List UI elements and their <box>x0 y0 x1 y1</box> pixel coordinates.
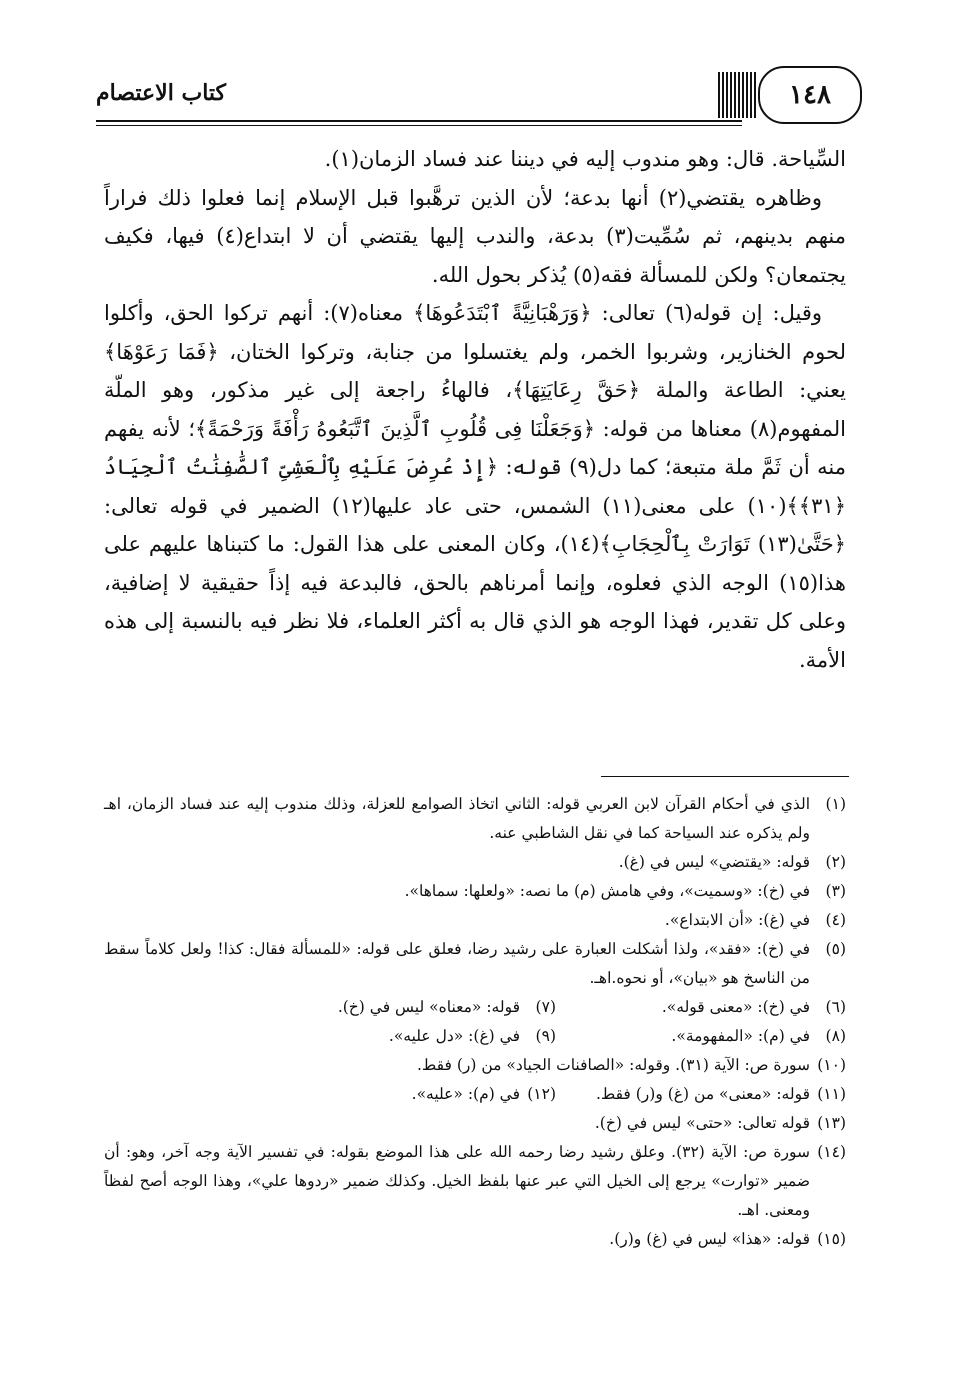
footnote-3 <box>104 877 846 906</box>
footnote-6 <box>556 993 846 1022</box>
footnote-text: الذي في أحكام القرآن لابن العربي قوله: الثاني اتخاذ الصوامع للعزلة، وذلك مندوب إليه عند فساد الزمان، اهـ ولم يذكره عند السياحة كما في نقل الشاطبي عنه. <box>104 795 810 842</box>
footnote-12 <box>412 1080 556 1109</box>
footnote-text: في (غ): «أن الابتداع». <box>664 911 810 929</box>
footnote-14 <box>104 1138 846 1225</box>
footnote-text: قوله تعالى: «حتى» ليس في (خ). <box>594 1114 810 1132</box>
page-header <box>96 62 862 126</box>
footnotes <box>104 790 846 1254</box>
footnote-number: (٢) <box>825 853 846 871</box>
main-text <box>104 140 846 679</box>
footnote-text: قوله: «معنى» من (غ) و(ر) فقط. <box>595 1085 810 1103</box>
footnote-number: (٣) <box>825 882 846 900</box>
footnote-8 <box>556 1022 846 1051</box>
footnote-number: (١٣) <box>817 1114 846 1132</box>
footnote-text: في (غ): «دل عليه». <box>388 1027 520 1045</box>
footnote-number: (١٠) <box>817 1056 846 1074</box>
footnote-number: (٧) <box>535 998 556 1016</box>
footnote-number: (١٥) <box>817 1230 846 1248</box>
footnote-text: قوله: «معناه» ليس في (خ). <box>337 998 520 1016</box>
footnote-number: (٦) <box>825 998 846 1016</box>
footnote-text: في (م): «المفهومة». <box>671 1027 810 1045</box>
footnote-11 <box>556 1080 846 1109</box>
paragraph-3: وقيل: إن قوله(٦) تعالى: ﴿وَرَهْبَانِيَّةً ٱبْتَدَعُوهَا﴾ معناه(٧): أنهم تركوا الحق، وأكلوا لحوم الخنازير، وشربوا الخمر، ولم يغتسلوا من جنابة، وتركوا الختان، ﴿فَمَا رَعَوْهَا﴾ يعني: الطاعة والملة ﴿حَقَّ رِعَايَتِهَا﴾، فالهاءُ راجعة إلى غير مذكور، وهو الملّة المفهوم(٨) معناها من قوله: ﴿وَجَعَلْنَا فِى قُلُوبِ ٱلَّذِينَ ٱتَّبَعُوهُ رَأْفَةً وَرَحْمَةً﴾؛ لأنه يفهم منه أن ثَمَّ ملة متبعة؛ كما دل(٩) قوله: ﴿إِذْ عُرِضَ عَلَيْهِ بِٱلْعَشِىِّ ٱلصَّٰفِنَٰتُ ٱلْجِيَادُ ﴿٣١﴾﴾(١٠) على معنى(١١) الشمس، حتى عاد عليها(١٢) الضمير في قوله تعالى: ﴿حَتَّىٰ(١٣) تَوَارَتْ بِٱلْحِجَابِ﴾(١٤)، وكان المعنى على هذا القول: ما كتبناها عليهم على هذا(١٥) الوجه الذي فعلوه، وإنما أمرناهم بالحق، فالبدعة فيه إذاً حقيقية لا إضافية، وعلى كل تقدير، فهذا الوجه هو الذي قال به أكثر العلماء، فلا نظر فيه بالنسبة إلى هذه الأمة. <box>104 301 846 672</box>
footnote-number: (١١) <box>817 1085 846 1103</box>
footnote-13 <box>104 1109 846 1138</box>
footnote-number: (١) <box>825 795 846 813</box>
page-number: ١٤٨ <box>758 66 862 124</box>
decorative-stripes <box>718 72 758 118</box>
footnote-text: سورة ص: الآية (٣٢). وعلق رشيد رضا رحمه الله على هذا الموضع بقوله: في تفسير الآية وجه آخر، وهو: أن ضمير «توارت» يرجع إلى الخيل التي عبر عنها بلفظ الخيل. وكذلك ضمير «ردوها علي»، وهذا الوجه أصح لفظاً ومعنى. اهـ. <box>104 1143 810 1219</box>
footnote-15 <box>104 1225 846 1254</box>
paragraph-2: وظاهره يقتضي(٢) أنها بدعة؛ لأن الذين ترهَّبوا قبل الإسلام إنما فعلوا ذلك فراراً منهم بدينهم، ثم سُمِّيت(٣) بدعة، والندب إليها يقتضي أن لا ابتداع(٤) فيها، فكيف يجتمعان؟ ولكن للمسألة فقه(٥) يُذكر بحول الله. <box>104 185 846 287</box>
footnote-7 <box>338 993 556 1022</box>
header-rule <box>96 120 742 122</box>
footnote-9 <box>389 1022 556 1051</box>
footnote-number: (٩) <box>535 1027 556 1045</box>
footnote-number: (١٤) <box>817 1143 846 1161</box>
header-rule-thin <box>96 125 742 126</box>
footnote-text: في (خ): «وسميت»، وفي هامش (م) ما نصه: «ولعلها: سماها». <box>404 882 810 900</box>
footnote-text: في (خ): «فقد»، ولذا أشكلت العبارة على رشيد رضا، فعلق على قوله: «للمسألة فقال: كذا! ولعل كلاماً سقط من الناسخ هو «بيان»، أو نحوه.اهـ. <box>104 940 810 987</box>
footnote-text: سورة ص: الآية (٣١). وقوله: «الصافنات الجياد» من (ر) فقط. <box>417 1056 810 1074</box>
footnote-2 <box>104 848 846 877</box>
footnote-pair <box>104 993 846 1022</box>
footnote-separator <box>601 776 849 777</box>
footnote-text: قوله: «هذا» ليس في (غ) و(ر). <box>609 1230 810 1248</box>
footnote-text: في (م): «عليه». <box>411 1085 520 1103</box>
footnote-1 <box>104 790 846 848</box>
footnote-text: في (خ): «معنى قوله». <box>661 998 810 1016</box>
paragraph-1: السِّياحة. قال: وهو مندوب إليه في ديننا عند فساد الزمان(١). <box>324 147 846 171</box>
footnote-5 <box>104 935 846 993</box>
footnote-pair <box>104 1022 846 1051</box>
running-title: كتاب الاعتصام <box>96 80 227 106</box>
footnote-number: (٨) <box>825 1027 846 1045</box>
footnote-text: قوله: «يقتضي» ليس في (غ). <box>618 853 810 871</box>
footnote-10 <box>104 1051 846 1080</box>
footnote-4 <box>104 906 846 935</box>
footnote-number: (١٢) <box>527 1085 556 1103</box>
footnote-number: (٤) <box>825 911 846 929</box>
footnote-pair <box>104 1080 846 1109</box>
footnote-number: (٥) <box>825 940 846 958</box>
